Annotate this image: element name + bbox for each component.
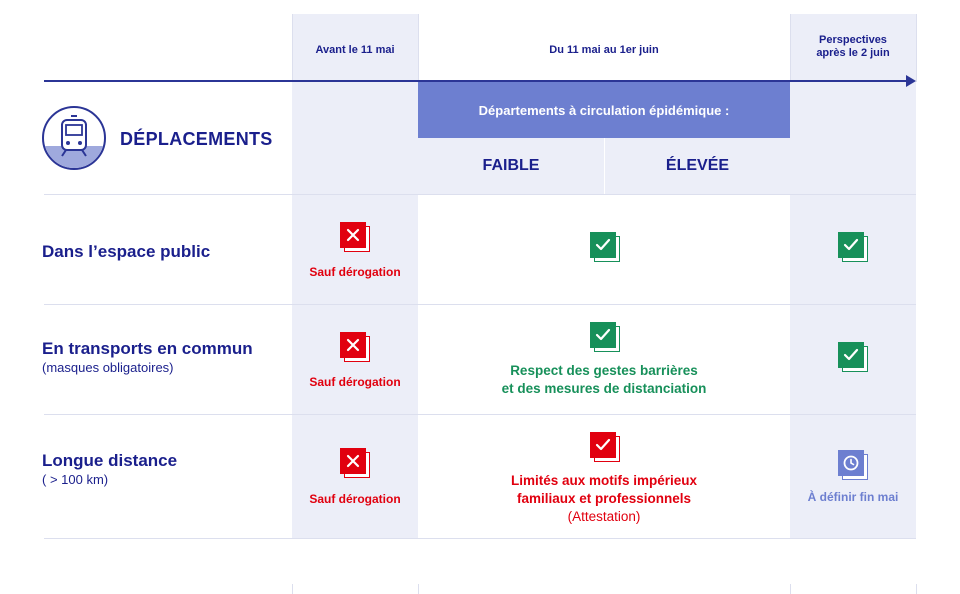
cross-box-icon	[340, 448, 370, 478]
check-box-icon	[838, 342, 868, 372]
train-icon	[42, 106, 106, 170]
check-box-icon	[590, 432, 620, 462]
period-note-line: et des mesures de distanciation	[501, 381, 707, 396]
row-label-espace-public: Dans l’espace public	[42, 242, 211, 261]
row-divider	[44, 194, 916, 195]
row-divider	[44, 304, 916, 305]
row-label-longue-distance: Longue distance	[42, 451, 178, 470]
header-perspectives-line1: Perspectives	[819, 34, 887, 46]
check-box-icon	[590, 232, 620, 262]
section-title: DÉPLACEMENTS	[120, 129, 273, 149]
row-divider	[44, 414, 916, 415]
avant-note: Sauf dérogation	[309, 375, 401, 389]
arrow-right-icon	[906, 75, 916, 87]
period-note-longue-distance	[418, 472, 790, 526]
row-sub-transports: (masques obligatoires)	[42, 360, 174, 375]
row-sub-longue-distance: ( > 100 km)	[42, 472, 109, 487]
clock-box-icon	[838, 450, 868, 480]
header-period: Du 11 mai au 1er juin	[549, 44, 659, 56]
cross-box-icon	[340, 332, 370, 362]
header-avant: Avant le 11 mai	[315, 44, 395, 56]
period-note-transports	[418, 362, 790, 398]
separator	[418, 584, 419, 594]
separator	[292, 584, 293, 594]
subcolumn-faible: FAIBLE	[418, 138, 604, 194]
row-label-transports: En transports en commun	[42, 339, 253, 358]
header-perspectives-line2: après le 2 juin	[816, 47, 890, 59]
header-perspectives	[790, 34, 916, 60]
subcolumn-elevee: ÉLEVÉE	[605, 138, 790, 194]
cross-box-icon	[340, 222, 370, 252]
row-divider	[44, 538, 916, 539]
period-note-line: Respect des gestes barrières	[510, 363, 698, 378]
epidemic-banner: Départements à circulation épidémique :	[418, 82, 790, 138]
avant-note: Sauf dérogation	[309, 492, 401, 506]
separator	[916, 14, 917, 82]
perspectives-note: À définir fin mai	[807, 490, 899, 504]
separator	[790, 584, 791, 594]
period-note-line: Limités aux motifs impérieux	[510, 473, 698, 488]
period-note-line: (Attestation)	[567, 509, 641, 524]
separator	[916, 584, 917, 594]
check-box-icon	[838, 232, 868, 262]
avant-note: Sauf dérogation	[309, 265, 401, 279]
period-note-line: familiaux et professionnels	[516, 491, 692, 506]
check-box-icon	[590, 322, 620, 352]
